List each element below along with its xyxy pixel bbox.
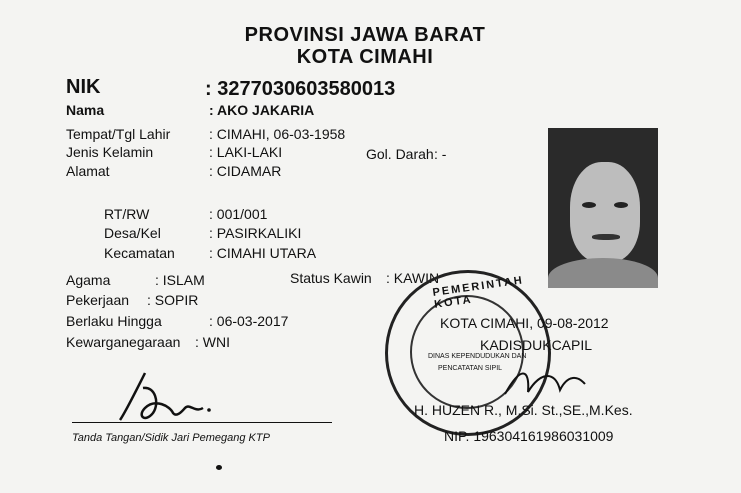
face-shape: [570, 162, 640, 262]
holder-signature: [115, 368, 215, 428]
issue-place-date: KOTA CIMAHI, 09-08-2012: [440, 315, 609, 331]
nama-label: Nama: [66, 102, 105, 118]
header-province: PROVINSI JAWA BARAT: [244, 24, 486, 46]
header-city: KOTA CIMAHI: [296, 46, 434, 68]
signature-caption: Tanda Tangan/Sidik Jari Pemegang KTP: [72, 432, 270, 444]
agama-value: : ISLAM: [155, 272, 205, 288]
nik-value: : 3277030603580013: [205, 78, 396, 100]
rtrw-value: : 001/001: [209, 206, 268, 222]
goldarah-label: Gol. Darah: [366, 146, 434, 162]
status-label: Status Kawin: [290, 270, 372, 286]
stamp-ring-text: PEMERINTAH KOTA: [431, 274, 525, 311]
jk-label: Jenis Kelamin: [66, 144, 154, 160]
goldarah-value: : -: [434, 146, 447, 162]
holder-photo: [548, 128, 658, 288]
right-eye: [614, 202, 628, 208]
stamp-inner-line2: PENCATATAN SIPIL: [438, 365, 503, 372]
kewarganegaraan-label: Kewarganegaraan: [66, 334, 181, 350]
alamat-value: : CIDAMAR: [209, 163, 282, 179]
mouth: [592, 234, 620, 240]
ttl-value: : CIMAHI, 06-03-1958: [209, 126, 346, 142]
kewarganegaraan-value: : WNI: [195, 334, 230, 350]
rtrw-label: RT/RW: [104, 206, 150, 222]
jk-value: : LAKI-LAKI: [209, 144, 283, 160]
stamp-inner-line1: DINAS KEPENDUDUKAN DAN: [428, 353, 527, 360]
nik-label: NIK: [66, 76, 101, 98]
pekerjaan-label: Pekerjaan: [66, 292, 130, 308]
berlaku-value: : 06-03-2017: [209, 313, 289, 329]
pekerjaan-value: : SOPIR: [147, 292, 199, 308]
ttl-label: Tempat/Tgl Lahir: [66, 126, 171, 142]
signature-line: [72, 422, 332, 423]
ink-speck: [216, 465, 222, 470]
nama-value: : AKO JAKARIA: [209, 102, 315, 118]
kecamatan-value: : CIMAHI UTARA: [209, 245, 317, 261]
agama-label: Agama: [66, 272, 111, 288]
kecamatan-label: Kecamatan: [104, 245, 175, 261]
official-signature: [500, 362, 590, 402]
official-name: H. HUZEN R., M.Si. St.,SE.,M.Kes.: [414, 402, 633, 418]
berlaku-label: Berlaku Hingga: [66, 313, 162, 329]
desa-value: : PASIRKALIKI: [209, 225, 302, 241]
left-eye: [582, 202, 596, 208]
desa-label: Desa/Kel: [104, 225, 161, 241]
shoulders: [548, 258, 658, 288]
status-value: : KAWIN: [386, 270, 440, 286]
official-nip: NIP. 196304161986031009: [444, 428, 614, 444]
issue-office: KADISDUKCAPIL: [480, 337, 593, 353]
alamat-label: Alamat: [66, 163, 110, 179]
